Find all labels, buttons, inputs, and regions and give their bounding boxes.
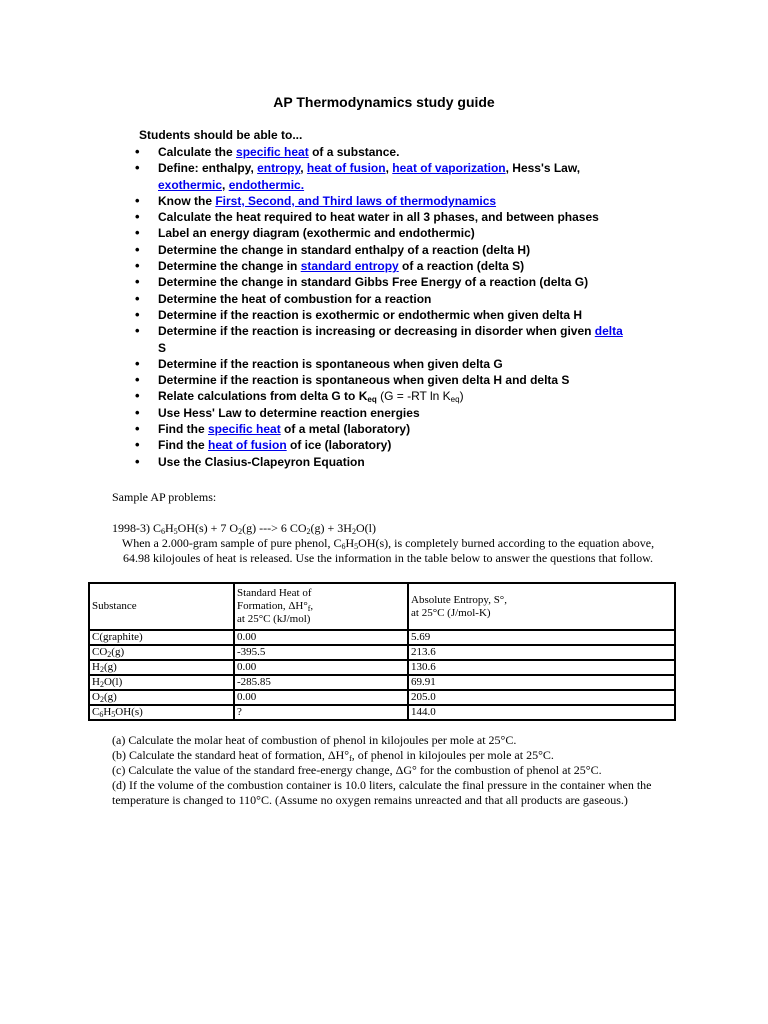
list-item: • Determine the change in standard entropy of a reaction (delta S) — [139, 258, 659, 274]
table-header-row — [89, 583, 675, 630]
question-a: (a) Calculate the molar heat of combustion of phenol in kilojoules per mole at 25°C. — [112, 733, 517, 747]
column-header-absolute-entropy: Absolute Entropy, S°, at 25°C (J/mol-K) — [408, 583, 675, 630]
heat-cell: -395.5 — [234, 645, 408, 660]
list-item: • Find the heat of fusion of ice (laboratory) — [139, 437, 659, 453]
table-row — [89, 705, 675, 720]
list-item: • Determine if the reaction is exothermic or endothermic when given delta H — [139, 307, 659, 323]
entropy-cell: 69.91 — [408, 675, 675, 690]
table-row — [89, 630, 675, 645]
standard-entropy-link[interactable]: standard entropy — [300, 259, 399, 274]
entropy-cell: 144.0 — [408, 705, 675, 720]
heat-cell: 0.00 — [234, 660, 408, 675]
exothermic-link[interactable]: exothermic — [158, 177, 223, 192]
table-row — [89, 645, 675, 660]
substance-cell: $C_6H_5OH(s)$ — [89, 705, 234, 720]
heat-cell: ? — [234, 705, 408, 720]
specific-heat-link[interactable]: specific heat — [236, 145, 309, 159]
list-item: • Relate calculations from delta G to $K_{eq}$ (G = -RT $\ln K_{eq}$) — [139, 388, 659, 404]
endothermic-link[interactable]: endothermic. — [228, 177, 305, 192]
specific-heat-link[interactable]: specific heat — [208, 422, 281, 437]
list-item: • Know the First, Second, and Third laws of thermodynamics — [139, 193, 659, 209]
thermo-data-table — [88, 582, 676, 721]
laws-of-thermodynamics-link[interactable]: First, Second, and Third laws of thermodynamics — [215, 193, 497, 208]
substance-cell: $O_2(g)$ — [89, 690, 234, 705]
list-item: • Determine the heat of combustion for a reaction — [139, 291, 659, 307]
heat-of-vaporization-link[interactable]: heat of vaporization — [392, 161, 506, 176]
entropy-link[interactable]: entropy — [257, 161, 301, 176]
table-row — [89, 675, 675, 690]
list-item: • Use Hess' Law to determine reaction energies — [139, 405, 659, 421]
list-item: • Calculate the specific heat of a substance. — [139, 144, 659, 160]
objectives-list — [139, 144, 659, 470]
page-title: AP Thermodynamics study guide — [273, 94, 495, 110]
question-c: (c) Calculate the value of the standard free-energy change, ΔG° for the combustion of phenol at 25°C. — [112, 763, 602, 777]
column-header-substance: Substance — [89, 583, 234, 630]
questions-block — [112, 733, 660, 808]
list-item: • Label an energy diagram (exothermic and endothermic) — [139, 225, 659, 241]
entropy-cell: 213.6 — [408, 645, 675, 660]
substance-cell: C(graphite) — [89, 630, 234, 645]
entropy-cell: 130.6 — [408, 660, 675, 675]
heat-of-fusion-link[interactable]: heat of fusion — [208, 438, 287, 453]
substance-cell: $CO_2(g)$ — [89, 645, 234, 660]
heat-cell: -285.85 — [234, 675, 408, 690]
intro-text: Students should be able to... — [139, 128, 303, 142]
delta-link[interactable]: delta — [594, 324, 623, 339]
list-item: • Determine the change in standard Gibbs Free Energy of a reaction (delta G) — [139, 274, 659, 290]
table-row — [89, 690, 675, 705]
list-item: • Use the Clasius-Clapeyron Equation — [139, 454, 659, 470]
list-item: • Determine if the reaction is spontaneous when given delta H and delta S — [139, 372, 659, 388]
list-item: • Determine if the reaction is increasing or decreasing in disorder when given delta S — [139, 323, 659, 356]
heat-cell: 0.00 — [234, 630, 408, 645]
list-item: • Find the specific heat of a metal (laboratory) — [139, 421, 659, 437]
list-item: • Determine the change in standard enthalpy of a reaction (delta H) — [139, 242, 659, 258]
entropy-cell: 5.69 — [408, 630, 675, 645]
substance-cell: $H_2(g)$ — [89, 660, 234, 675]
column-header-heat-of-formation: Standard Heat of Formation, $\Delta H^\circ_f$, at 25°C (kJ/mol) — [234, 583, 408, 630]
question-d: (d) If the volume of the combustion container is 10.0 liters, calculate the final pressure in the container when the temperature is changed to 110°C. (Assume no oxygen remains unreacted and that all products are gaseous.) — [112, 778, 652, 807]
question-b: (b) Calculate the standard heat of formation, $\Delta H^\circ_f$, of phenol in kilojoules per mole at 25°C. — [112, 748, 554, 763]
list-item: • Define: enthalpy, entropy, heat of fusion, heat of vaporization, Hess's Law, exothermic, endothermic. — [139, 160, 659, 193]
substance-cell: $H_2O(l)$ — [89, 675, 234, 690]
table-row — [89, 660, 675, 675]
reaction-equation: 1998-3) $C_6H_5OH(s) + 7$ $O_2(g)$ ---> 6 $CO_2(g) + 3H_2O(l)$ — [112, 521, 376, 536]
entropy-cell: 205.0 — [408, 690, 675, 705]
heat-of-fusion-link[interactable]: heat of fusion — [306, 161, 386, 176]
heat-cell: 0.00 — [234, 690, 408, 705]
problem-statement: When a 2.000-gram sample of pure phenol, $C_6H_5OH(s)$, is completely burned according to the equation above, 64.98 kilojoules of heat is released. Use the information in the table below to answer the questions that follow. — [121, 536, 655, 565]
list-item: • Calculate the heat required to heat water in all 3 phases, and between phases — [139, 209, 659, 225]
sample-problems-heading: Sample AP problems: — [112, 490, 217, 504]
list-item: • Determine if the reaction is spontaneous when given delta G — [139, 356, 659, 372]
